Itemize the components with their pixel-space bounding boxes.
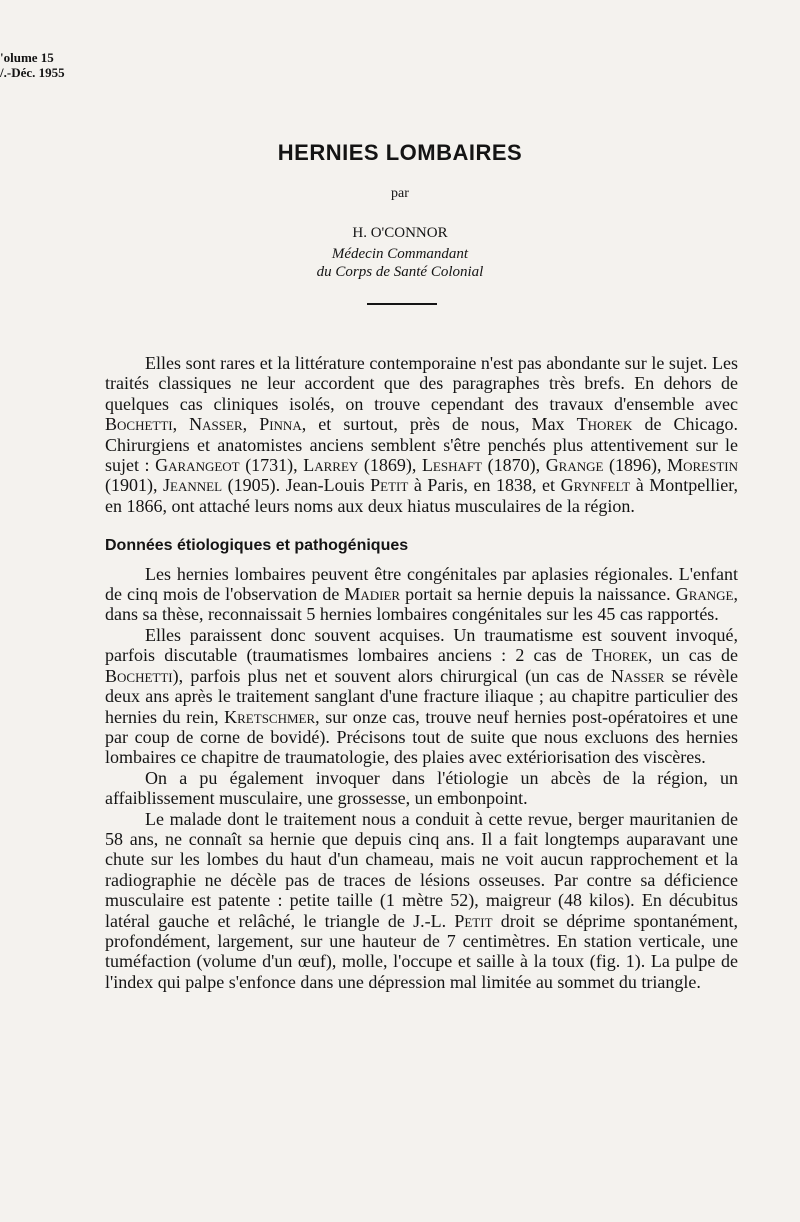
issue-date: /.-Déc. 1955 [0, 65, 65, 80]
volume-label: 'olume 15 [0, 50, 54, 65]
by-line: par [391, 186, 409, 201]
article-title: HERNIES LOMBAIRES [277, 140, 523, 165]
paragraph-etiology: On a pu également invoquer dans l'étiologie un abcès de la région, un affaiblissement musculaire, une grossesse, un embonpoint. [105, 767, 738, 809]
paragraph-case-report: Le malade dont le traitement nous a conduit à cette revue, berger mauritanien de 58 ans, ne connaît sa hernie que depuis cinq ans. Il a fait longtemps auparavant une chute sur les lombes du haut d'un chameau, mais ne voit aucun rapprochement et la radiographie ne décèle pas de traces de lésions osseuses. Par contre sa déficience musculaire est patente : petite taille (1 mètre 52), maigreur (48 kilos). En décubitus latéral gauche et relâché, le triangle de J.-L. Petit droit se déprime spontanément, profondément, largement, sur une hauteur de 7 centimètres. En station verticale, une tuméfaction (volume d'un œuf), molle, l'occupe et saille à la toux (fig. 1). La pulpe de l'index qui palpe s'enfonce dans une dépression mal limitée au sommet du triangle. [105, 808, 738, 992]
affiliation-line-1: Médecin Commandant [331, 246, 469, 262]
section-heading: Données étiologiques et pathogéniques [105, 537, 409, 555]
running-header [0, 50, 65, 80]
author-name: H. O'CONNOR [352, 225, 448, 241]
paragraph-acquired: Elles paraissent donc souvent acquises. Un traumatisme est souvent invoqué, parfois discutable (traumatismes lombaires anciens : 2 cas de Thorek, un cas de Bochetti), parfois plus net et souvent alors chirurgical (un cas de Nasser se révèle deux ans après le traitement sanglant d'une fracture iliaque ; au chapitre particulier des hernies du rein, Kretschmer, sur onze cas, trouve neuf hernies post-opératoires et une par coup de corne de bovidé). Précisons tout de suite que nous excluons des hernies lombaires ce chapitre de traumatologie, des plaies avec extériorisation des viscères. [105, 624, 738, 768]
article-body [105, 353, 738, 992]
title-divider [367, 303, 437, 305]
affiliation-line-2: du Corps de Santé Colonial [316, 264, 484, 280]
intro-paragraph: Elles sont rares et la littérature contemporaine n'est pas abondante sur le sujet. Les traités classiques ne leur accordent que des paragraphes très brefs. En dehors de quelques cas cliniques isolés, on trouve cependant des travaux d'ensemble avec Bochetti, Nasser, Pinna, et surtout, près de nous, Max Thorek de Chicago. Chirurgiens et anatomistes anciens semblent s'être penchés plus attentivement sur le sujet : Garangeot (1731), Larrey (1869), Leshaft (1870), Grange (1896), Morestin (1901), Jeannel (1905). Jean-Louis Petit à Paris, en 1838, et Grynfelt à Montpellier, en 1866, ont attaché leurs noms aux deux hiatus musculaires de la région. [105, 353, 739, 516]
author-affiliation [0, 245, 800, 281]
paragraph-congenital: Les hernies lombaires peuvent être congénitales par aplasies régionales. L'enfant de cinq mois de l'observation de Madier portait sa hernie depuis la naissance. Grange, dans sa thèse, reconnaissait 5 hernies lombaires congénitales sur les 45 cas rapportés. [105, 563, 738, 625]
